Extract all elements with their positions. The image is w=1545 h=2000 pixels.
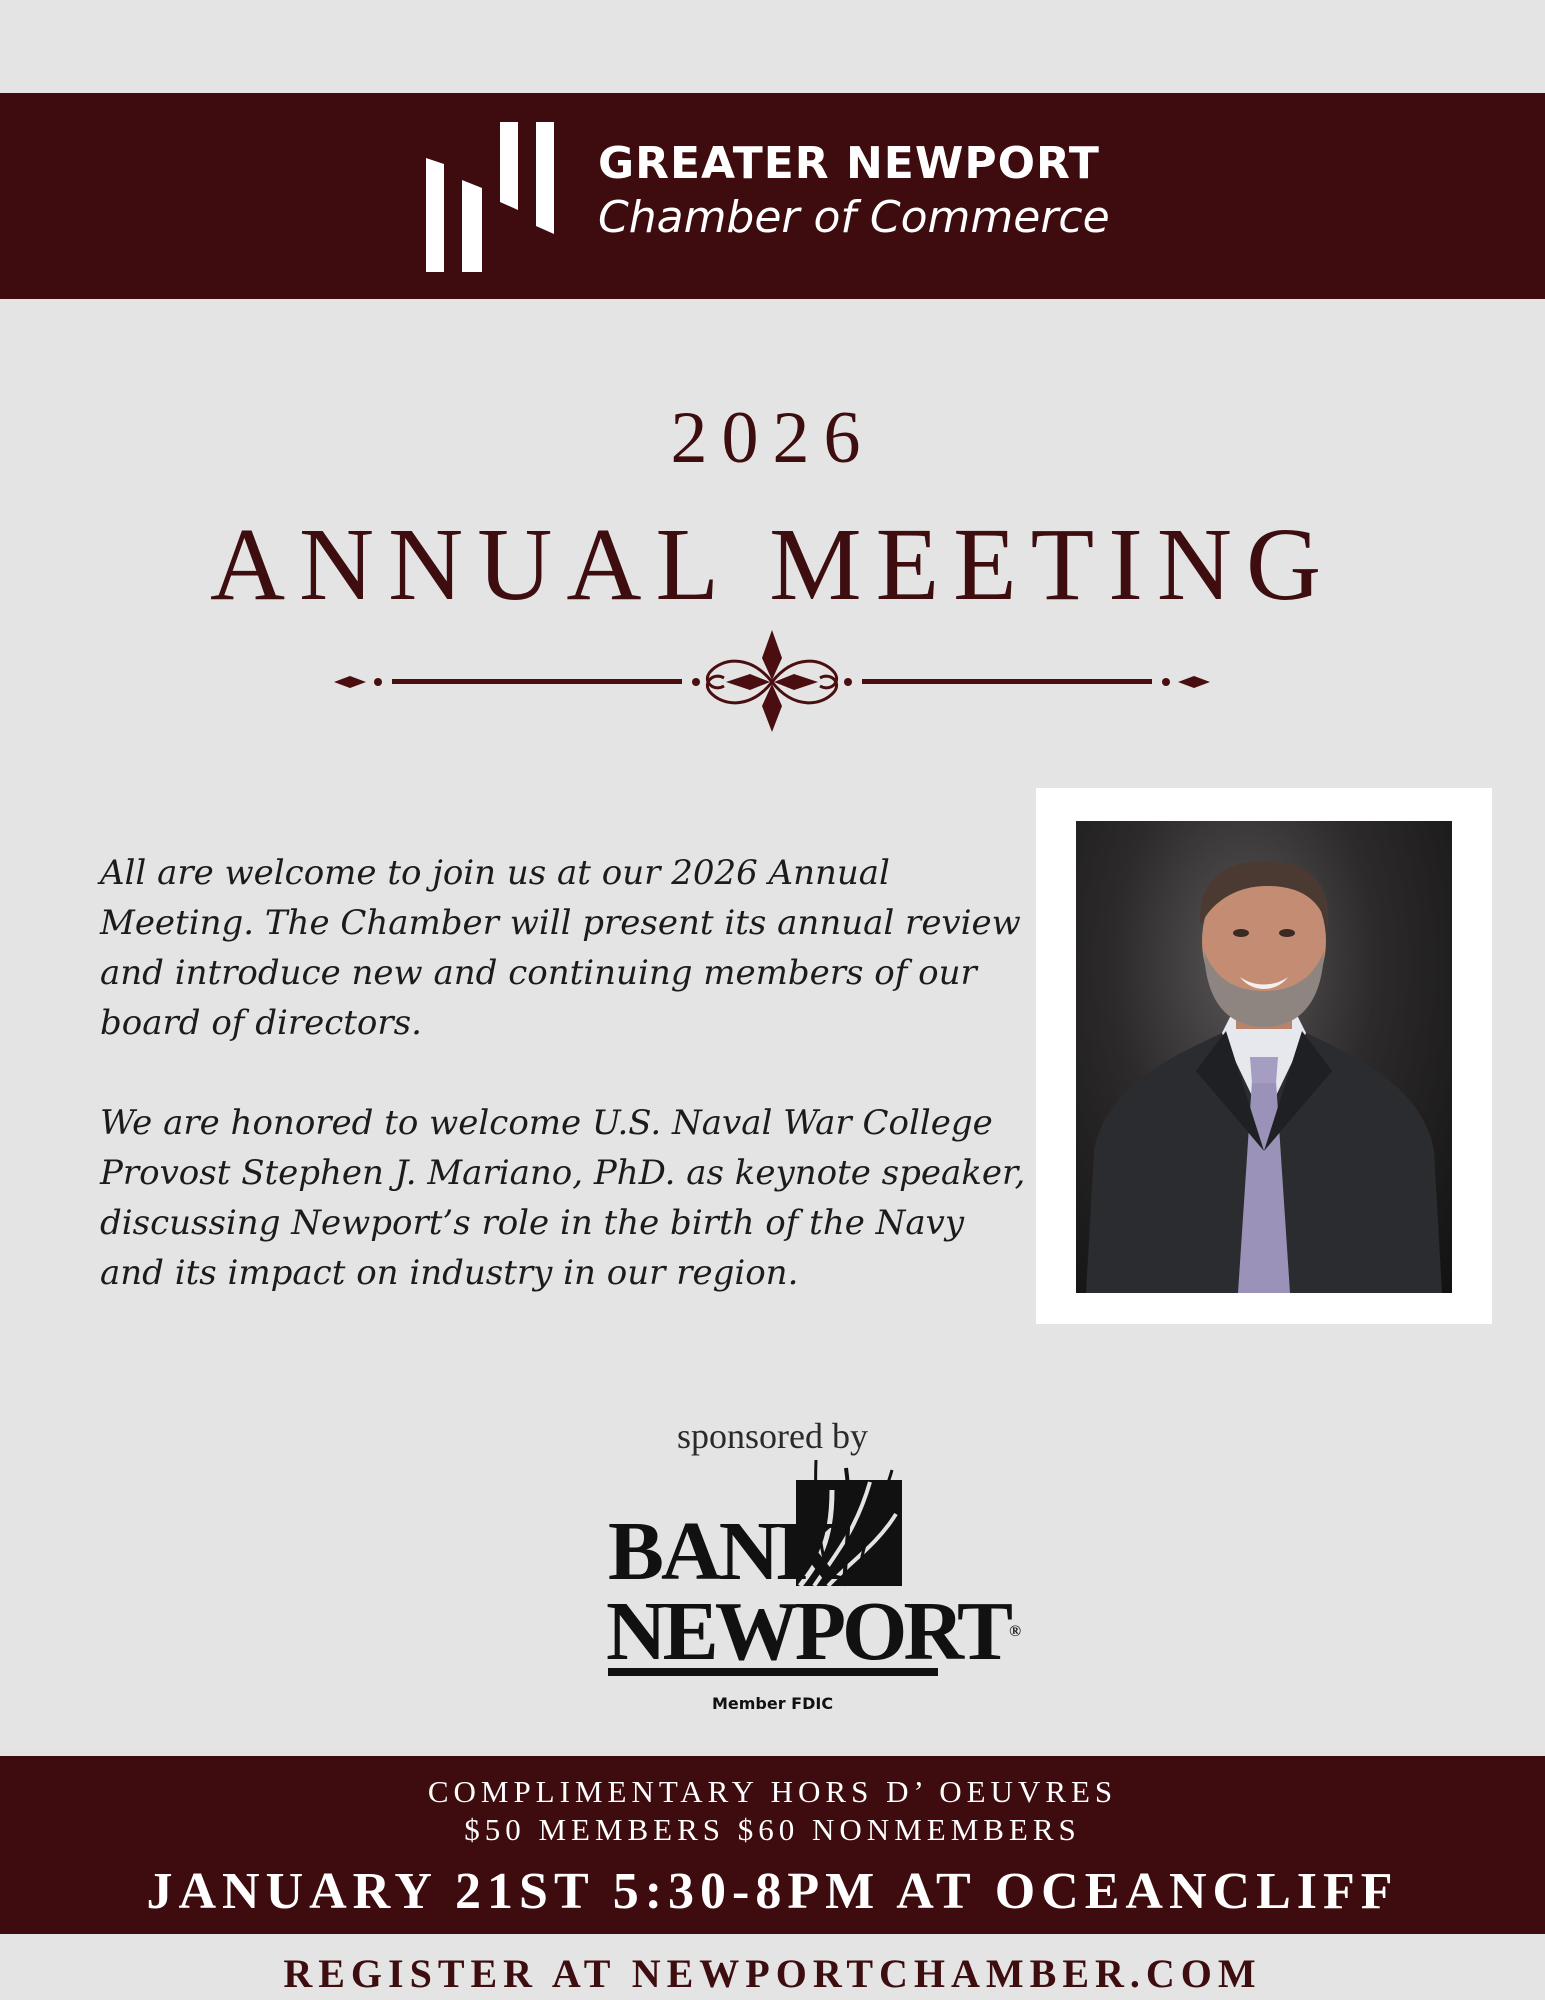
chamber-logo-icon [426,122,558,272]
org-name: GREATER NEWPORT [598,138,1100,189]
intro-paragraph-keynote: We are honored to welcome U.S. Naval War College Provost Stephen J. Mariano, PhD. as keynote speaker, discussing Newport’s role in the birth of the Navy and its impact on industry in our region. [100,1103,1026,1293]
sponsor-name-line1: BANK [608,1505,839,1598]
event-year: 2026 [670,397,875,479]
register-link[interactable]: REGISTER AT NEWPORTCHAMBER.COM [283,1951,1262,1996]
member-fdic: Member FDIC [711,1694,834,1713]
speaker-photo-frame [1036,788,1492,1324]
registered-mark: ® [1009,1623,1022,1640]
intro-text [100,848,1030,1298]
ornamental-divider-icon [330,628,1214,732]
footer-band [0,1756,1545,1934]
speaker-portrait-icon [1076,821,1452,1293]
sponsor-name-newport: NEWPORT [606,1585,1010,1678]
sponsor-label: sponsored by [677,1416,868,1456]
hors-doeuvres-line: COMPLIMENTARY HORS D’ OEUVRES [427,1774,1118,1809]
sponsor-name-line2 [606,1585,1022,1678]
intro-paragraph-welcome: All are welcome to join us at our 2026 Annual Meeting. The Chamber will present its annual review and introduce new and continuing members of our board of directors. [100,853,1021,1043]
event-title: ANNUAL MEETING [209,507,1336,622]
date-venue-line: JANUARY 21ST 5:30-8PM AT OCEANCLIFF [146,1863,1399,1920]
org-subtitle: Chamber of Commerce [598,192,1110,243]
pricing-line: $50 MEMBERS $60 NONMEMBERS [464,1812,1081,1847]
